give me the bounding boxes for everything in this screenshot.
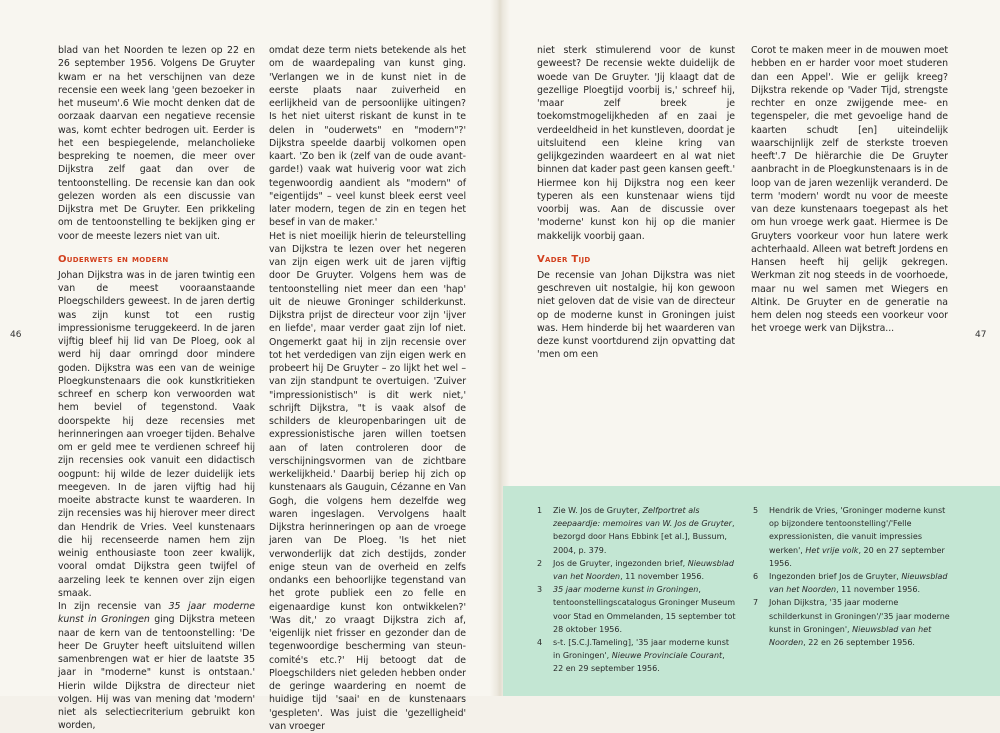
- footnote-number: 4: [537, 636, 553, 676]
- footnote: [753, 504, 953, 570]
- paragraph: De recensie van Johan Dijkstra was niet geschreven uit nostalgie, hij kon gewoon niet geloven dat de visie van de directeur op de moderne kunst in Groningen juist was. Hem hinderde bij het waarderen van deze kunst voortdurend zijn opvatting dat 'men om een: [537, 269, 735, 362]
- footnote-title: Het vrije volk: [805, 546, 858, 555]
- footnote-number: 6: [753, 570, 769, 596]
- paragraph: blad van het Noorden te lezen op 22 en 26 september 1956. Volgens De Gruyter kwam er na het verschijnen van deze recensie een week lang 'geen bezoeker in het museum'.6 Wie mocht denken dat de oorzaak daarvan een negatieve recensie was, komt echter bedrogen uit. Eerder is het een bespiegelende, melancholieke bespreking te noemen, die meer over Dijkstra zelf gaat dan over de tentoonstelling. De recensie kan dan ook gelezen worden als een discussie van Dijkstra met De Gruyter. Een prikkeling om de tentoonstelling te bekijken ging er voor de meeste lezers niet van uit.: [58, 44, 255, 243]
- footnote: [753, 596, 953, 649]
- footnote-title: Nieuwsblad van het Noorden: [769, 625, 931, 647]
- footnote: [537, 504, 737, 557]
- footnote-title: Zelfportret als zeepaardje: memoires van W. Jos de Gruyter: [553, 506, 732, 528]
- page-number-left: 46: [10, 330, 21, 340]
- paragraph: omdat deze term niets betekende als het om de waardepaling van kunst ging. 'Verlangen we in de kunst niet in de eerste plaats naar zuiverheid en eerlijkheid van de persoonlijke uitingen? Is het niet uiterst riskant de kunst in te delen in "ouderwets" en "modern"?' Dijkstra speelde daarbij volkomen open kaart. 'Zo ben ik (zelf van de oude avant-garde!) vaak wat huiverig voor wat zich tegenwoordig aandient als "modern" of "eigentijds" – veel kunst bleek eerst veel later modern, tegen de zin en tegen het besef in van de maker.': [269, 44, 466, 230]
- left-column-2: [269, 44, 466, 684]
- footnotes-column-right: [753, 504, 953, 649]
- right-column-1: [537, 44, 735, 344]
- footnote: [537, 636, 737, 676]
- footnote-text: Ingezonden brief Jos de Gruyter, Nieuwsblad van het Noorden, 11 november 1956.: [769, 570, 953, 596]
- footnote-number: 5: [753, 504, 769, 570]
- footnote-title: Nieuwsblad van het Noorden: [553, 559, 734, 581]
- paragraph: Johan Dijkstra was in de jaren twintig een van de meest vooraanstaande Ploegschilders geweest. In de jaren dertig was zijn kunst tot een rustig impressionisme teruggekeerd. In de jaren vijftig bleef hij lid van De Ploeg, ook al werd hij daar omringd door mindere goden. Dijkstra was een van de weinige Ploegkunstenaars die ook kunstkritieken schreef en scherp kon verwoorden wat hem beviel of tegenstond. Vaak doorspekte hij deze recensies met herinneringen aan vroeger tijden. Behalve om er geld mee te verdienen schreef hij zijn recensies ook vanuit een didactisch oogpunt: hij wilde de lezer duidelijk iets meegeven. In de jaren vijftig had hij moeite abstracte kunst te waarderen. In zijn recensies was hij hierover meer direct dan Hendrik de Vries. Veel kunstenaars die hij recenseerde namen hem zijn weinig enthousiaste toon zeer kwalijk, vooral omdat Dijkstra geen twijfel of aarzeling leek te kennen over zijn eigen smaak.: [58, 269, 255, 600]
- footnote: [537, 557, 737, 583]
- footnote-number: 2: [537, 557, 553, 583]
- footnote-text: Johan Dijkstra, '35 jaar moderne schilderkunst in Groningen'/'35 jaar moderne kunst in Groningen', Nieuwsblad van het Noorden, 22 en 26 september 1956.: [769, 596, 953, 649]
- footnote-title: Nieuwe Provinciale Courant: [612, 651, 722, 660]
- paragraph: Het is niet moeilijk hierin de teleurstelling van Dijkstra te lezen over het negeren van zijn eigen werk uit de jaren vijftig door De Gruyter. Volgens hem was de tentoonstelling niet meer dan een 'hap' uit de nieuwe Groninger schilderkunst. Dijkstra prijst de directeur voor zijn 'ijver en liefde', maar verder gaat zijn lof niet. Ongemerkt gaat hij in zijn recensie over tot het verdedigen van zijn eigen werk en probeert hij De Gruyter – zo lijkt het wel – van zijn standpunt te overtuigen. 'Zuiver "impressionistisch" is dit werk niet,' schrijft Dijkstra, "t is vaak alsof de schilders de kleuropenbaringen uit de expressionistische jaren willen toetsen aan of laten controleren door de verschijningsvormen van de zichtbare werkelijkheid.' Daarbij beriep hij zich op kunstenaars als Gauguin, Cézanne en Van Gogh, die volgens hem dezelfde weg waren ingeslagen. Vervolgens haalt Dijkstra herinneringen op aan de vroege jaren van De Ploeg. 'Is het niet verwonderlijk dat zich destijds, zonder enige steun van de overheid en zelfs ondanks een behoorlijke tegenstand van het grote publiek een zo felle en eigenaardige kunst kon ontwikkelen?' 'Was dit,' zo vraagt Dijkstra zich af, 'eigenlijk niet frisser en gezonder dan de tegenwoordige bescherming van steun-comité's etc.?' Hij betoogt dat de Ploegschilders niet geleden hebben onder de geringe waardering en noemt de huidige tijd 'saai' en de kunstenaars 'gespleten'. Was juist die 'gezelligheid' van vroeger: [269, 230, 466, 733]
- footnote-text: Zie W. Jos de Gruyter, Zelfportret als zeepaardje: memoires van W. Jos de Gruyter, bezorgd door Hans Ebbink [et al.], Bussum, 2004, p. 379.: [553, 504, 737, 557]
- paragraph: Corot te maken meer in de mouwen moet hebben en er harder voor moet studeren dan een Appel'. Wie er gelijk kreeg? Dijkstra rekende op 'Vader Tijd, strengste rechter en onze zwijgende mee- en tegenspeler, die met gevoelige hand de kaarten schudt [en] uiteindelijk waarschijnlijk zelf de sterkste troeven heeft'.7 De hiërarchie die De Gruyter aanbracht in de Ploegkunstenaars is in de loop van de jaren wezenlijk veranderd. De term 'modern' wordt nu voor de meeste van deze kunstenaars toegepast als het om hun vroege werk gaat. Hiermee is De Gruyters voorkeur voor hun latere werk achterhaald. Alleen wat betreft Jordens en Hansen heeft hij gelijk gekregen. Werkman zit nog steeds in de voorhoede, maar nu wel samen met Wiegers en Altink. De Gruyter en de generatie na hem delen nog steeds een voorkeur voor het vroege werk van Dijkstra...: [751, 44, 948, 336]
- footnote-text: Hendrik de Vries, 'Groninger moderne kunst op bijzondere tentoonstelling'/'Felle expressionisten, die vanuit impressies werken', Het vrije volk, 20 en 27 september 1956.: [769, 504, 953, 570]
- emphasis: 35 jaar moderne kunst in Groningen: [58, 601, 255, 625]
- footnote-text: Jos de Gruyter, ingezonden brief, Nieuwsblad van het Noorden, 11 november 1956.: [553, 557, 737, 583]
- footnote-title: 35 jaar moderne kunst in Groningen: [553, 585, 698, 594]
- section-heading: Ouderwets en modern: [58, 253, 255, 267]
- footnotes-box: [503, 486, 1000, 696]
- footnote-title: Nieuwsblad van het Noorden: [769, 572, 948, 594]
- footnotes-column-left: [537, 504, 737, 676]
- footnote: [753, 570, 953, 596]
- footnote-number: 1: [537, 504, 553, 557]
- paragraph: In zijn recensie van 35 jaar moderne kunst in Groningen ging Dijkstra meteen naar de kern van de tentoonstelling: 'De heer De Gruyter heeft uitsluitend willen samenbrengen wat er hier de laatste 35 jaar in "moderne" kunst is ontstaan.' Hierin wilde Dijkstra de directeur niet volgen. Hij was van mening dat 'modern' niet als selectiecriterium gebruikt kon worden,: [58, 600, 255, 733]
- page-number-right: 47: [975, 330, 986, 340]
- right-column-2: [751, 44, 948, 344]
- footnote: [537, 583, 737, 636]
- footnote-number: 7: [753, 596, 769, 649]
- footnote-number: 3: [537, 583, 553, 636]
- footnote-text: 35 jaar moderne kunst in Groningen, tentoonstellingscatalogus Groninger Museum voor Stad en Ommelanden, 15 september tot 28 oktober 1956.: [553, 583, 737, 636]
- footnote-text: s-t. [S.C.J.Tameling], '35 jaar moderne kunst in Groningen', Nieuwe Provinciale Courant, 22 en 29 september 1956.: [553, 636, 737, 676]
- paragraph: niet sterk stimulerend voor de kunst geweest? De recensie wekte duidelijk de woede van De Gruyter. 'Jij klaagt dat de gezellige Ploegtijd voorbij is,' schreef hij, 'maar zelf breek je toekomstmogelijkheden af en zaai je verdeeldheid in het kunstleven, doordat je uitsluitend een kleine kring van gelijkgezinden waardeert en al wat niet binnen dat kader past geen kansen geeft.' Hiermee kon hij Dijkstra nog een keer typeren als een kunstenaar wiens tijd voorbij was. Aan de discussie over 'moderne' kunst kon hij op die manier makkelijk voorbij gaan.: [537, 44, 735, 243]
- section-heading: Vader Tijd: [537, 253, 735, 267]
- left-column-1: [58, 44, 255, 684]
